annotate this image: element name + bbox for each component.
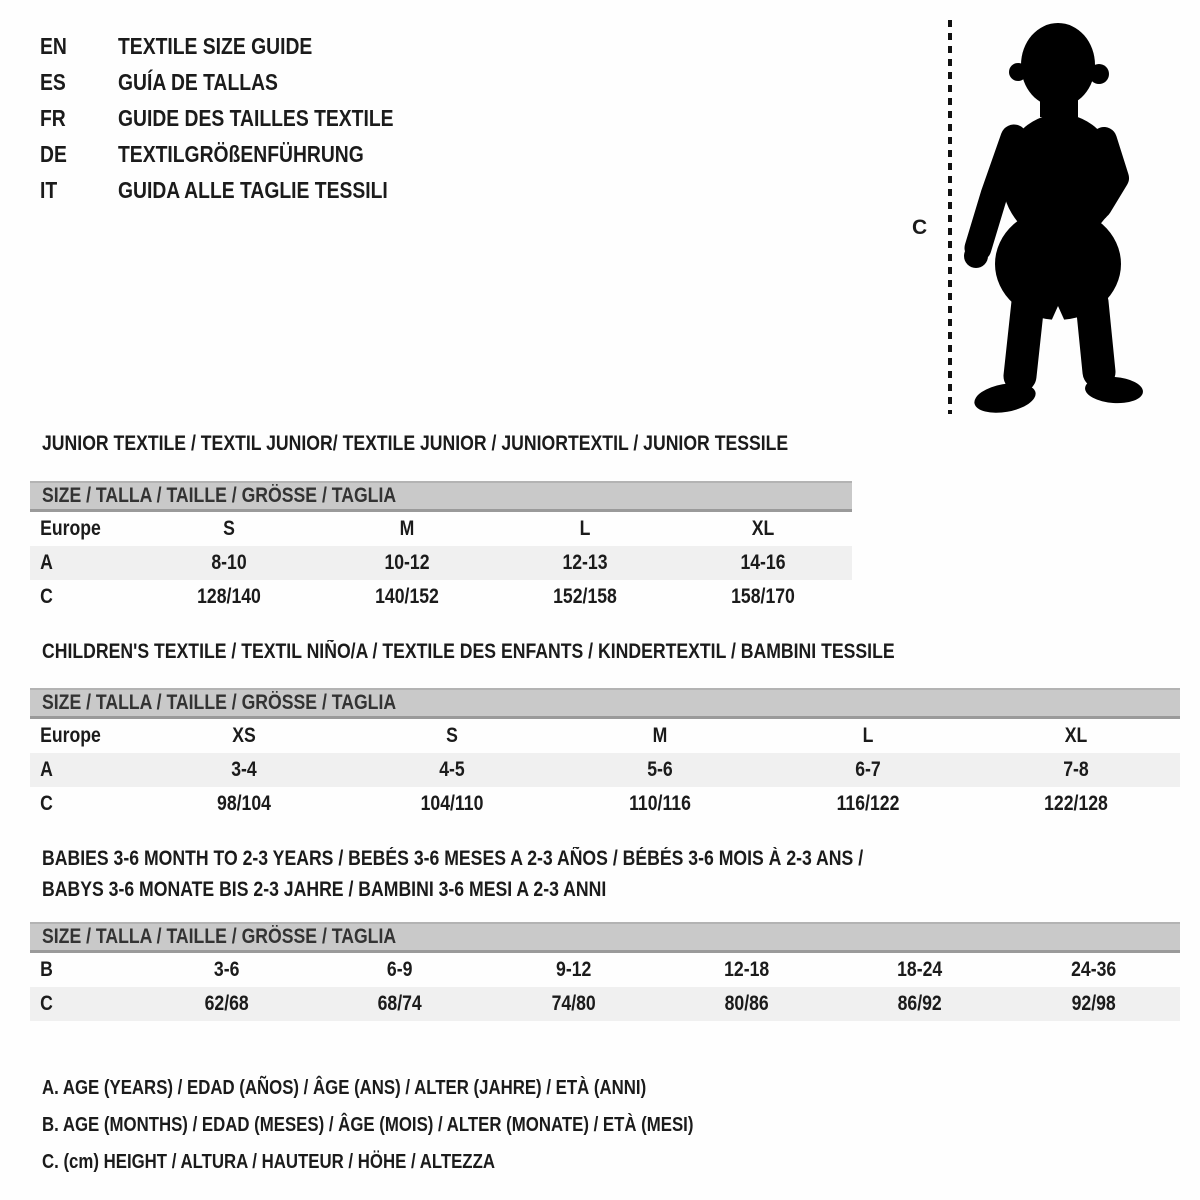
children-size-table: [30, 688, 1180, 821]
months-cell: 18-24: [897, 958, 943, 981]
row-label: C: [40, 992, 53, 1015]
junior-table-header-bar: [30, 481, 852, 512]
language-label-text: GUÍA DE TALLAS: [118, 68, 278, 95]
language-code-text: DE: [40, 140, 67, 167]
row-label: A: [40, 758, 53, 781]
babies-row-months: [30, 953, 1180, 987]
age-cell: 8-10: [211, 551, 247, 574]
size-header-label: SIZE / TALLA / TAILLE / GRÖSSE / TAGLIA: [42, 925, 397, 948]
height-cell: 80/86: [724, 992, 769, 1015]
height-cell: 116/122: [836, 792, 900, 815]
legend-line-b-text: B. AGE (MONTHS) / EDAD (MESES) / ÂGE (MOIS) / ALTER (MONATE) / ETÀ (MESI): [42, 1114, 694, 1136]
language-label-text: TEXTILGRÖßENFÜHRUNG: [118, 140, 364, 167]
size-header-label: SIZE / TALLA / TAILLE / GRÖSSE / TAGLIA: [42, 484, 397, 507]
junior-section-title-text: JUNIOR TEXTILE / TEXTIL JUNIOR/ TEXTILE JUNIOR / JUNIORTEXTIL / JUNIOR TESSILE: [42, 432, 789, 455]
legend-line-c-text: C. (cm) HEIGHT / ALTURA / HAUTEUR / HÖHE / ALTEZZA: [42, 1151, 495, 1173]
height-cell: 68/74: [377, 992, 423, 1015]
size-cell: S: [446, 724, 458, 747]
babies-section-title-line1: [42, 847, 1020, 871]
months-cell: 24-36: [1070, 958, 1116, 981]
size-cell: M: [399, 517, 415, 540]
language-label-text: TEXTILE SIZE GUIDE: [118, 32, 313, 59]
language-row: [40, 136, 446, 172]
legend-line-c: [42, 1144, 818, 1181]
age-cell: 5-6: [647, 758, 673, 781]
size-cell: M: [652, 724, 668, 747]
language-label-text: GUIDE DES TAILLES TEXTILE: [118, 104, 394, 131]
height-cell: 152/158: [553, 585, 617, 608]
height-cell: 158/170: [731, 585, 795, 608]
babies-section-title-text: BABYS 3-6 MONATE BIS 2-3 JAHRE / BAMBINI 3-6 MESI A 2-3 ANNI: [42, 878, 607, 901]
junior-section-title: [42, 432, 930, 456]
language-label: [118, 105, 446, 132]
size-cell: L: [579, 517, 591, 540]
legend-line-a: [42, 1070, 818, 1107]
junior-size-table: [30, 481, 852, 614]
height-cell: 104/110: [420, 792, 484, 815]
children-row-height: [30, 787, 1180, 821]
months-cell: 6-9: [387, 958, 413, 981]
legend-line-a-text: A. AGE (YEARS) / EDAD (AÑOS) / ÂGE (ANS) / ALTER (JAHRE) / ETÀ (ANNI): [42, 1077, 647, 1099]
language-code: [40, 177, 118, 204]
language-row: [40, 172, 446, 208]
row-label: A: [40, 551, 53, 574]
language-code-text: EN: [40, 32, 67, 59]
children-section-title: [42, 640, 1057, 664]
language-row: [40, 100, 446, 136]
language-code: [40, 69, 118, 96]
language-code-text: FR: [40, 104, 66, 131]
language-label: [118, 177, 439, 204]
children-row-europe: [30, 719, 1180, 753]
row-label: Europe: [40, 724, 101, 747]
toddler-silhouette: [964, 23, 1144, 417]
height-cell: 128/140: [197, 585, 261, 608]
language-label-text: GUIDA ALLE TAGLIE TESSILI: [118, 176, 388, 203]
months-cell: 12-18: [724, 958, 770, 981]
babies-section-title-line2: [42, 878, 714, 902]
height-cell: 110/116: [629, 792, 691, 815]
language-row: [40, 64, 446, 100]
age-cell: 4-5: [439, 758, 465, 781]
babies-size-table: [30, 922, 1180, 1021]
age-cell: 12-13: [562, 551, 608, 574]
height-cell: 122/128: [1044, 792, 1108, 815]
junior-row-age: [30, 546, 852, 580]
row-label: B: [40, 958, 53, 981]
babies-table-header-bar: [30, 922, 1180, 953]
language-label: [118, 69, 308, 96]
language-code-text: ES: [40, 68, 66, 95]
height-cell: 62/68: [204, 992, 249, 1015]
language-label: [118, 33, 349, 60]
size-cell: L: [862, 724, 874, 747]
months-cell: 3-6: [213, 958, 240, 981]
babies-section-title-text: BABIES 3-6 MONTH TO 2-3 YEARS / BEBÉS 3-6 MESES A 2-3 AÑOS / BÉBÉS 3-6 MOIS À 2-3 ANS /: [42, 847, 864, 870]
age-cell: 14-16: [740, 551, 786, 574]
height-cell: 74/80: [551, 992, 596, 1015]
size-cell: S: [223, 517, 235, 540]
children-table-header-bar: [30, 688, 1180, 719]
legend-line-b: [42, 1107, 818, 1144]
language-code-text: IT: [40, 176, 58, 203]
age-cell: 7-8: [1063, 758, 1089, 781]
size-cell: XL: [751, 517, 775, 540]
row-label: C: [40, 585, 53, 608]
size-cell: XL: [1064, 724, 1088, 747]
row-label: Europe: [40, 517, 101, 540]
language-title-list: [40, 28, 446, 208]
legend: [42, 1070, 818, 1181]
height-cell: 92/98: [1071, 992, 1116, 1015]
babies-row-height: [30, 987, 1180, 1021]
height-cell: 140/152: [375, 585, 439, 608]
size-header-label: SIZE / TALLA / TAILLE / GRÖSSE / TAGLIA: [42, 691, 397, 714]
age-cell: 3-4: [231, 758, 257, 781]
junior-row-height: [30, 580, 852, 614]
months-cell: 9-12: [555, 958, 591, 981]
language-label: [118, 141, 411, 168]
age-cell: 6-7: [855, 758, 881, 781]
height-cell: 98/104: [217, 792, 271, 815]
language-code: [40, 33, 118, 60]
language-code: [40, 105, 118, 132]
children-section-title-text: CHILDREN'S TEXTILE / TEXTIL NIÑO/A / TEXTILE DES ENFANTS / KINDERTEXTIL / BAMBINI TESSILE: [42, 640, 895, 663]
toddler-silhouette-icon: [898, 10, 1178, 422]
size-cell: XS: [232, 724, 256, 747]
height-measure-label: C: [912, 216, 928, 239]
children-row-age: [30, 753, 1180, 787]
junior-row-europe: [30, 512, 852, 546]
age-cell: 10-12: [384, 551, 430, 574]
row-label: C: [40, 792, 53, 815]
language-row: [40, 28, 446, 64]
height-cell: 86/92: [897, 992, 943, 1015]
language-code: [40, 141, 118, 168]
